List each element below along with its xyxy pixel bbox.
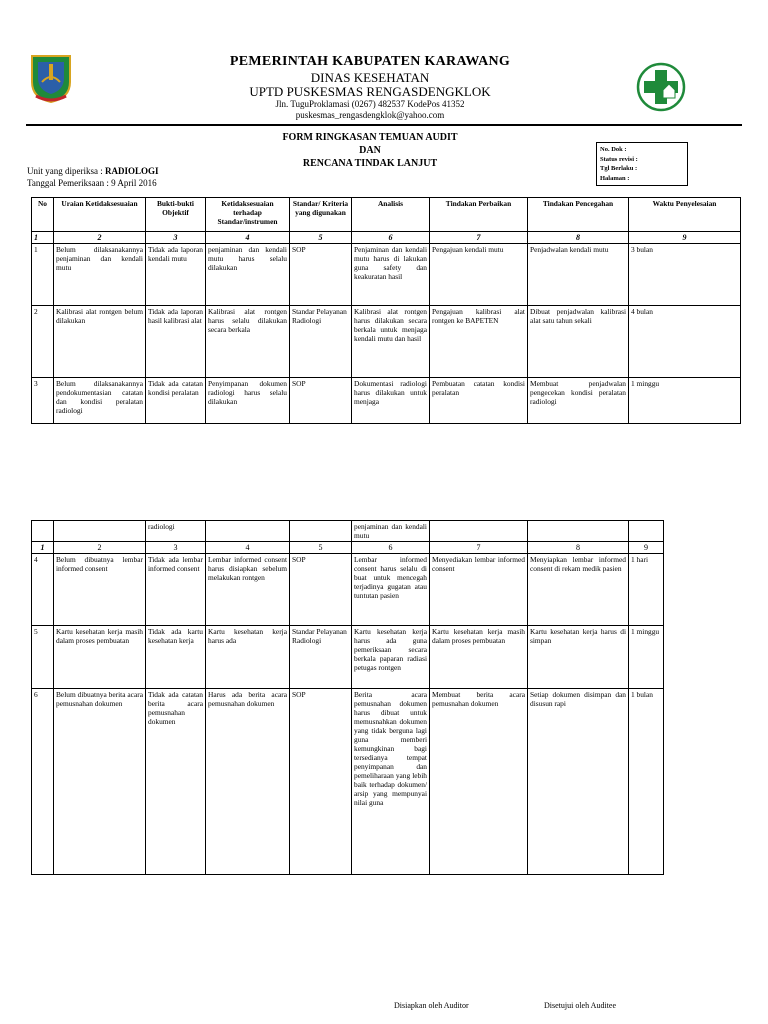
audit-findings-table-1 xyxy=(31,197,741,424)
header-no: No xyxy=(32,198,54,232)
col-number: 3 xyxy=(146,542,206,554)
cell-ketidaksesuaian: Penyimpanan dokumen radiologi harus selalu dilakukan xyxy=(206,378,290,424)
cell-uraian: Belum dibuatnya lembar informed consent xyxy=(54,554,146,626)
cell-no: 1 xyxy=(32,244,54,306)
letterhead-address: Jln. TuguProklamasi (0267) 482537 KodePos 41352 xyxy=(275,99,465,109)
cell-uraian: Kalibrasi alat rontgen belum dilakukan xyxy=(54,306,146,378)
header-bukti: Bukti-bukti Objektif xyxy=(146,198,206,232)
cell-standar: SOP xyxy=(290,689,352,875)
header-perbaikan: Tindakan Perbaikan xyxy=(430,198,528,232)
date-value: 9 April 2016 xyxy=(111,178,157,188)
page-label: Halaman : xyxy=(600,174,630,182)
cell-standar: SOP xyxy=(290,554,352,626)
header-pencegahan: Tindakan Pencegahan xyxy=(528,198,629,232)
cell-standar xyxy=(290,521,352,542)
cell-pencegahan: Setiap dokumen disimpan dan disusun rapi xyxy=(528,689,629,875)
cell-bukti: Tidak ada laporan hasil kalibrasi alat xyxy=(146,306,206,378)
cell-waktu xyxy=(629,521,664,542)
cell-ketidaksesuaian: penjaminan dan kendali mutu harus selalu dilakukan xyxy=(206,244,290,306)
cell-no: 5 xyxy=(32,626,54,689)
cell-pencegahan: Dibuat penjadwalan kalibrasi alat satu tahun sekali xyxy=(528,306,629,378)
cell-ketidaksesuaian: Harus ada berita acara pemusnahan dokumen xyxy=(206,689,290,875)
audit-findings-table-2 xyxy=(31,520,664,875)
cell-uraian xyxy=(54,521,146,542)
table-row xyxy=(32,689,664,875)
cell-no: 6 xyxy=(32,689,54,875)
cell-perbaikan: Membuat berita acara pemusnahan dokumen xyxy=(430,689,528,875)
col-number: 6 xyxy=(352,232,430,244)
cell-bukti: Tidak ada catatan kondisi peralatan xyxy=(146,378,206,424)
cell-bukti: Tidak ada catatan berita acara pemusnahan dokumen xyxy=(146,689,206,875)
cell-ketidaksesuaian: Kartu kesehatan kerja harus ada xyxy=(206,626,290,689)
col-number: 2 xyxy=(54,542,146,554)
table-row xyxy=(32,554,664,626)
letterhead-department: DINAS KESEHATAN xyxy=(310,70,430,85)
cell-no: 2 xyxy=(32,306,54,378)
puskesmas-logo-icon xyxy=(636,62,686,112)
column-number-row xyxy=(32,542,664,554)
cell-standar: Standar Pelayanan Radiologi xyxy=(290,306,352,378)
letterhead-divider xyxy=(26,124,742,126)
audit-date xyxy=(27,178,157,188)
col-number: 2 xyxy=(54,232,146,244)
cell-no: 4 xyxy=(32,554,54,626)
doc-number-label: No. Dok : xyxy=(600,146,627,153)
auditor-signature-label: Disiapkan oleh Auditor xyxy=(394,1001,469,1010)
cell-no xyxy=(32,521,54,542)
cell-bukti: radiologi xyxy=(146,521,206,542)
col-number: 9 xyxy=(629,232,741,244)
col-number: 4 xyxy=(206,232,290,244)
col-number: 4 xyxy=(206,542,290,554)
header-waktu: Waktu Penyelesaian xyxy=(629,198,741,232)
table-row xyxy=(32,306,741,378)
cell-analisis: Berita acara pemusnahan dokumen harus dibuat untuk memusnahkan dokumen yang tidak berguna lagi guna memberi kemungkinan bagi tersedianya tempat penyimpanan dan pemeliharaan yang lebih baik terhadap dokumen/ arsip yang mempunyai nilai guna xyxy=(352,689,430,875)
cell-ketidaksesuaian xyxy=(206,521,290,542)
cell-uraian: Belum dibuatnya berita acara pemusnahan dokumen xyxy=(54,689,146,875)
document-info-box xyxy=(596,142,688,186)
cell-ketidaksesuaian: Lembar informed consent harus disiapkan sebelum melakukan rontgen xyxy=(206,554,290,626)
col-number: 8 xyxy=(528,232,629,244)
form-title-line1: FORM RINGKASAN TEMUAN AUDIT xyxy=(282,132,458,143)
cell-waktu: 1 hari xyxy=(629,554,664,626)
cell-standar: Standar Pelayanan Radiologi xyxy=(290,626,352,689)
cell-pencegahan: Membuat penjadwalan pengecekan kondisi peralatan radiologi xyxy=(528,378,629,424)
cell-analisis: Lembar informed consent harus selalu di buat untuk mencegah terjadinya gugatan atau tuntutan pasien xyxy=(352,554,430,626)
unit-value: RADIOLOGI xyxy=(105,166,159,176)
header-uraian: Uraian Ketidaksesuaian xyxy=(54,198,146,232)
header-analisis: Analisis xyxy=(352,198,430,232)
col-number: 6 xyxy=(352,542,430,554)
form-title xyxy=(240,131,500,170)
table-row xyxy=(32,244,741,306)
cell-waktu: 1 bulan xyxy=(629,689,664,875)
cell-analisis: Dokumentasi radiologi harus dilakukan untuk menjaga xyxy=(352,378,430,424)
cell-perbaikan: Kartu kesehatan kerja masih dalam proses pembuatan xyxy=(430,626,528,689)
cell-ketidaksesuaian: Kalibrasi alat rontgen harus selalu dilakukan secara berkala xyxy=(206,306,290,378)
form-title-line3: RENCANA TINDAK LANJUT xyxy=(302,158,438,169)
cell-uraian: Belum dilaksanakannya penjaminan dan kendali mutu xyxy=(54,244,146,306)
col-number: 1 xyxy=(32,542,54,554)
cell-bukti: Tidak ada lembar informed consent xyxy=(146,554,206,626)
col-number: 7 xyxy=(430,542,528,554)
audited-unit xyxy=(27,166,159,176)
cell-standar: SOP xyxy=(290,378,352,424)
unit-label: Unit yang diperiksa : xyxy=(27,166,103,176)
revision-status-label: Status revisi : xyxy=(600,155,638,163)
col-number: 5 xyxy=(290,542,352,554)
cell-pencegahan: Penjadwalan kendali mutu xyxy=(528,244,629,306)
column-number-row xyxy=(32,232,741,244)
col-number: 9 xyxy=(629,542,664,554)
cell-analisis: penjaminan dan kendali mutu xyxy=(352,521,430,542)
cell-pencegahan: Menyiapkan lembar informed consent di rekam medik pasien xyxy=(528,554,629,626)
header-ketidaksesuaian: Ketidaksesuaian terhadap Standar/instrumen xyxy=(206,198,290,232)
cell-perbaikan: Pengajuan kalibrasi alat rontgen ke BAPETEN xyxy=(430,306,528,378)
form-title-line2: DAN xyxy=(359,145,381,156)
cell-waktu: 3 bulan xyxy=(629,244,741,306)
cell-uraian: Belum dilaksanakannya pendokumentasian catatan dan kondisi peralatan radiologi xyxy=(54,378,146,424)
cell-bukti: Tidak ada kartu kesehatan kerja xyxy=(146,626,206,689)
table-row xyxy=(32,378,741,424)
cell-pencegahan: Kartu kesehatan kerja harus di simpan xyxy=(528,626,629,689)
table-row xyxy=(32,626,664,689)
cell-waktu: 1 minggu xyxy=(629,626,664,689)
letterhead-email: puskesmas_rengasdengklok@yahoo.com xyxy=(295,110,445,120)
date-label: Tanggal Pemeriksaan : xyxy=(27,178,109,188)
col-number: 3 xyxy=(146,232,206,244)
col-number: 7 xyxy=(430,232,528,244)
letterhead-institution: UPTD PUSKESMAS RENGASDENGKLOK xyxy=(249,84,491,99)
cell-perbaikan: Pembuatan catatan kondisi peralatan xyxy=(430,378,528,424)
cell-pencegahan xyxy=(528,521,629,542)
cell-perbaikan: Menyediakan lembar informed consent xyxy=(430,554,528,626)
header-standar: Standar/ Kriteria yang digunakan xyxy=(290,198,352,232)
cell-no: 3 xyxy=(32,378,54,424)
continued-row xyxy=(32,521,664,542)
cell-waktu: 1 minggu xyxy=(629,378,741,424)
cell-analisis: Kalibrasi alat rontgen harus dilakukan secara berkala untuk menjaga kendali mutu dan hasil xyxy=(352,306,430,378)
table-header-row xyxy=(32,198,741,232)
auditee-signature-label: Disetujui oleh Auditee xyxy=(544,1001,616,1010)
karawang-emblem-icon xyxy=(28,52,74,104)
cell-waktu: 4 bulan xyxy=(629,306,741,378)
letterhead-government: PEMERINTAH KABUPATEN KARAWANG xyxy=(229,54,511,69)
cell-bukti: Tidak ada laporan kendali mutu xyxy=(146,244,206,306)
cell-perbaikan xyxy=(430,521,528,542)
cell-perbaikan: Pengajuan kendali mutu xyxy=(430,244,528,306)
cell-uraian: Kartu kesehatan kerja masih dalam proses pembuatan xyxy=(54,626,146,689)
cell-standar: SOP xyxy=(290,244,352,306)
cell-analisis: Penjaminan dan kendali mutu harus di lakukan guna safety dan keakuratan hasil xyxy=(352,244,430,306)
col-number: 1 xyxy=(32,232,54,244)
col-number: 8 xyxy=(528,542,629,554)
cell-analisis: Kartu kesehatan kerja harus ada guna pemeriksaan secara berkala paparan radiasi petugas rontgen xyxy=(352,626,430,689)
effective-date-label: Tgl Berlaku : xyxy=(600,165,638,172)
col-number: 5 xyxy=(290,232,352,244)
